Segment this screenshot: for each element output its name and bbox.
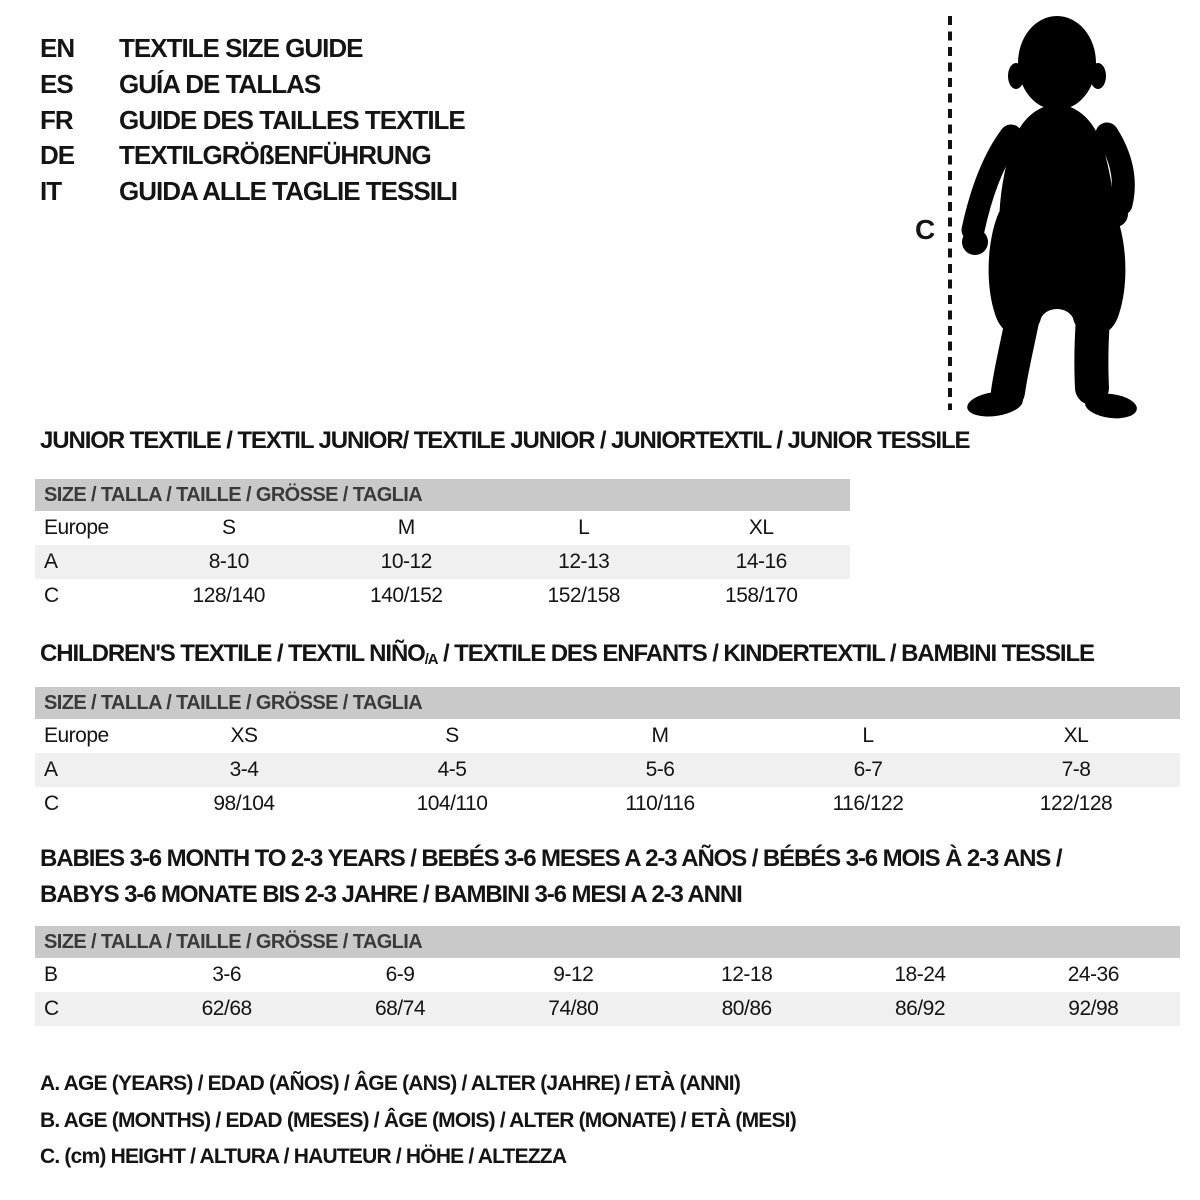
cell-value: 12-13 bbox=[558, 550, 610, 573]
cell-value: 74/80 bbox=[548, 997, 599, 1020]
children-section-title bbox=[40, 640, 1094, 671]
language-label: GUÍA DE TALLAS bbox=[119, 68, 321, 99]
cell-value: 128/140 bbox=[192, 584, 265, 607]
children-size-table bbox=[35, 687, 1180, 821]
table-row bbox=[35, 545, 850, 579]
cell-value: 6-7 bbox=[853, 758, 883, 781]
size-table-header-bar: SIZE / TALLA / TAILLE / GRÖSSE / TAGLIA bbox=[35, 926, 1180, 958]
language-row bbox=[40, 67, 465, 103]
cell-value: 122/128 bbox=[1039, 792, 1113, 815]
legend-line-a: A. AGE (YEARS) / EDAD (AÑOS) / ÂGE (ANS) / ALTER (JAHRE) / ETÀ (ANNI) bbox=[40, 1072, 741, 1095]
cell-value: 8-10 bbox=[208, 550, 249, 573]
cell-value: 68/74 bbox=[374, 997, 426, 1020]
cell-value: XS bbox=[230, 724, 258, 747]
cell-value: 4-5 bbox=[437, 758, 467, 781]
cell-value: 110/116 bbox=[625, 792, 695, 815]
junior-section-title: JUNIOR TEXTILE / TEXTIL JUNIOR/ TEXTILE JUNIOR / JUNIORTEXTIL / JUNIOR TESSILE bbox=[40, 427, 970, 454]
baby-silhouette-shape bbox=[962, 16, 1138, 421]
table-row bbox=[35, 958, 1180, 992]
cell-value: 152/158 bbox=[547, 584, 620, 607]
table-row bbox=[35, 579, 850, 613]
table-row bbox=[35, 787, 1180, 821]
baby-silhouette-icon bbox=[935, 8, 1145, 423]
children-title-suffix: / TEXTILE DES ENFANTS / KINDERTEXTIL / BAMBINI TESSILE bbox=[437, 640, 1094, 667]
cell-value: 14-16 bbox=[735, 550, 787, 573]
cell-value: M bbox=[397, 516, 415, 539]
cell-value: 3-4 bbox=[229, 758, 259, 781]
language-label: TEXTILGRÖßENFÜHRUNG bbox=[119, 140, 431, 171]
row-label: A bbox=[44, 550, 58, 573]
row-label: B bbox=[44, 963, 58, 986]
cell-value: 6-9 bbox=[385, 963, 415, 986]
language-row bbox=[40, 31, 465, 67]
row-label: C bbox=[44, 584, 59, 607]
table-row bbox=[35, 753, 1180, 787]
row-label: Europe bbox=[44, 724, 109, 747]
babies-section-title-line1: BABIES 3-6 MONTH TO 2-3 YEARS / BEBÉS 3-6 MESES A 2-3 AÑOS / BÉBÉS 3-6 MOIS À 2-3 ANS / bbox=[40, 845, 1062, 872]
language-list bbox=[40, 31, 465, 210]
language-label: GUIDE DES TAILLES TEXTILE bbox=[119, 104, 465, 135]
row-label: A bbox=[44, 758, 58, 781]
size-table-header-bar: SIZE / TALLA / TAILLE / GRÖSSE / TAGLIA bbox=[35, 687, 1180, 719]
cell-value: 140/152 bbox=[370, 584, 443, 607]
cell-value: 92/98 bbox=[1068, 997, 1119, 1020]
size-table-header-bar: SIZE / TALLA / TAILLE / GRÖSSE / TAGLIA bbox=[35, 479, 850, 511]
cell-value: 3-6 bbox=[212, 963, 242, 986]
row-label: C bbox=[44, 792, 59, 815]
cell-value: 18-24 bbox=[894, 963, 946, 986]
children-title-prefix: CHILDREN'S TEXTILE / TEXTIL NIÑO bbox=[40, 640, 425, 667]
cell-value: L bbox=[578, 516, 590, 539]
cell-value: M bbox=[651, 724, 669, 747]
cell-value: 98/104 bbox=[213, 792, 275, 815]
legend-line-c: C. (cm) HEIGHT / ALTURA / HAUTEUR / HÖHE / ALTEZZA bbox=[40, 1145, 567, 1168]
table-row bbox=[35, 511, 850, 545]
language-code: IT bbox=[40, 176, 62, 207]
junior-size-table bbox=[35, 479, 850, 613]
table-row bbox=[35, 719, 1180, 753]
cell-value: 116/122 bbox=[832, 792, 904, 815]
cell-value: 158/170 bbox=[725, 584, 798, 607]
language-label: GUIDA ALLE TAGLIE TESSILI bbox=[119, 176, 458, 207]
measurement-legend bbox=[40, 1066, 796, 1176]
cell-value: 80/86 bbox=[721, 997, 772, 1020]
cell-value: 104/110 bbox=[416, 792, 488, 815]
legend-line-b: B. AGE (MONTHS) / EDAD (MESES) / ÂGE (MOIS) / ALTER (MONATE) / ETÀ (MESI) bbox=[40, 1108, 796, 1132]
babies-section-title-line2: BABYS 3-6 MONATE BIS 2-3 JAHRE / BAMBINI 3-6 MESI A 2-3 ANNI bbox=[40, 881, 742, 908]
cell-value: XL bbox=[748, 516, 774, 539]
row-label: Europe bbox=[44, 516, 109, 539]
cell-value: S bbox=[445, 724, 459, 747]
cell-value: 10-12 bbox=[380, 550, 432, 573]
cell-value: 12-18 bbox=[721, 963, 773, 986]
cell-value: 7-8 bbox=[1061, 758, 1091, 781]
language-code: FR bbox=[40, 104, 73, 135]
language-code: EN bbox=[40, 33, 75, 63]
language-code: DE bbox=[40, 140, 75, 171]
cell-value: 62/68 bbox=[201, 997, 252, 1020]
cell-value: 5-6 bbox=[645, 758, 675, 781]
row-label: C bbox=[44, 997, 59, 1020]
language-label: TEXTILE SIZE GUIDE bbox=[119, 33, 363, 63]
cell-value: 86/92 bbox=[894, 997, 946, 1020]
cell-value: S bbox=[221, 516, 236, 539]
language-row bbox=[40, 174, 465, 210]
cell-value: XL bbox=[1063, 724, 1089, 747]
cell-value: 24-36 bbox=[1067, 963, 1119, 986]
children-title-subscript: /A bbox=[424, 652, 438, 669]
cell-value: L bbox=[862, 724, 874, 747]
language-row bbox=[40, 138, 465, 174]
language-row bbox=[40, 103, 465, 139]
language-code: ES bbox=[40, 68, 73, 99]
babies-size-table bbox=[35, 926, 1180, 1026]
table-row bbox=[35, 992, 1180, 1026]
height-measure-label: C bbox=[915, 214, 936, 245]
cell-value: 9-12 bbox=[553, 963, 594, 986]
